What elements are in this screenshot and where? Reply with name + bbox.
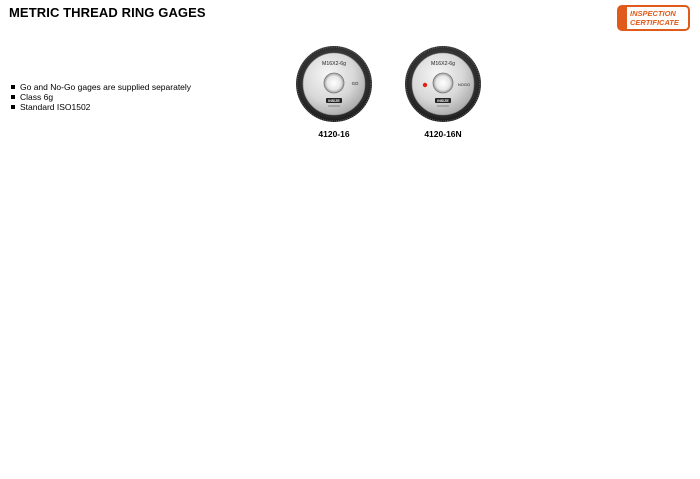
ring-gage-image: [404, 45, 482, 123]
badge-line-2: CERTIFICATE: [630, 18, 679, 27]
page-title: METRIC THREAD RING GAGES: [9, 5, 206, 20]
feature-list: [11, 82, 191, 112]
ring-gage-image: [295, 45, 373, 123]
nogo-red-dot: [423, 83, 427, 87]
product-code: 4120-16N: [424, 129, 462, 139]
feature-item: Class 6g: [11, 92, 191, 102]
product-4120-16N: [398, 45, 488, 139]
gage-side-mark: NOGO: [457, 82, 471, 87]
badge-line-1: INSPECTION: [630, 9, 676, 18]
product-code: 4120-16: [318, 129, 350, 139]
gage-logo: INSIZE: [328, 99, 340, 103]
product-4120-16: [289, 45, 379, 139]
gage-engraving: M16X2-6g: [322, 61, 346, 67]
feature-item: Standard ISO1502: [11, 102, 191, 112]
inspection-certificate-badge: [617, 5, 690, 31]
gage-side-mark: GO: [351, 81, 359, 86]
gage-logo: INSIZE: [437, 99, 449, 103]
feature-item: Go and No-Go gages are supplied separately: [11, 82, 191, 92]
gage-engraving: M16X2-6g: [431, 61, 455, 67]
